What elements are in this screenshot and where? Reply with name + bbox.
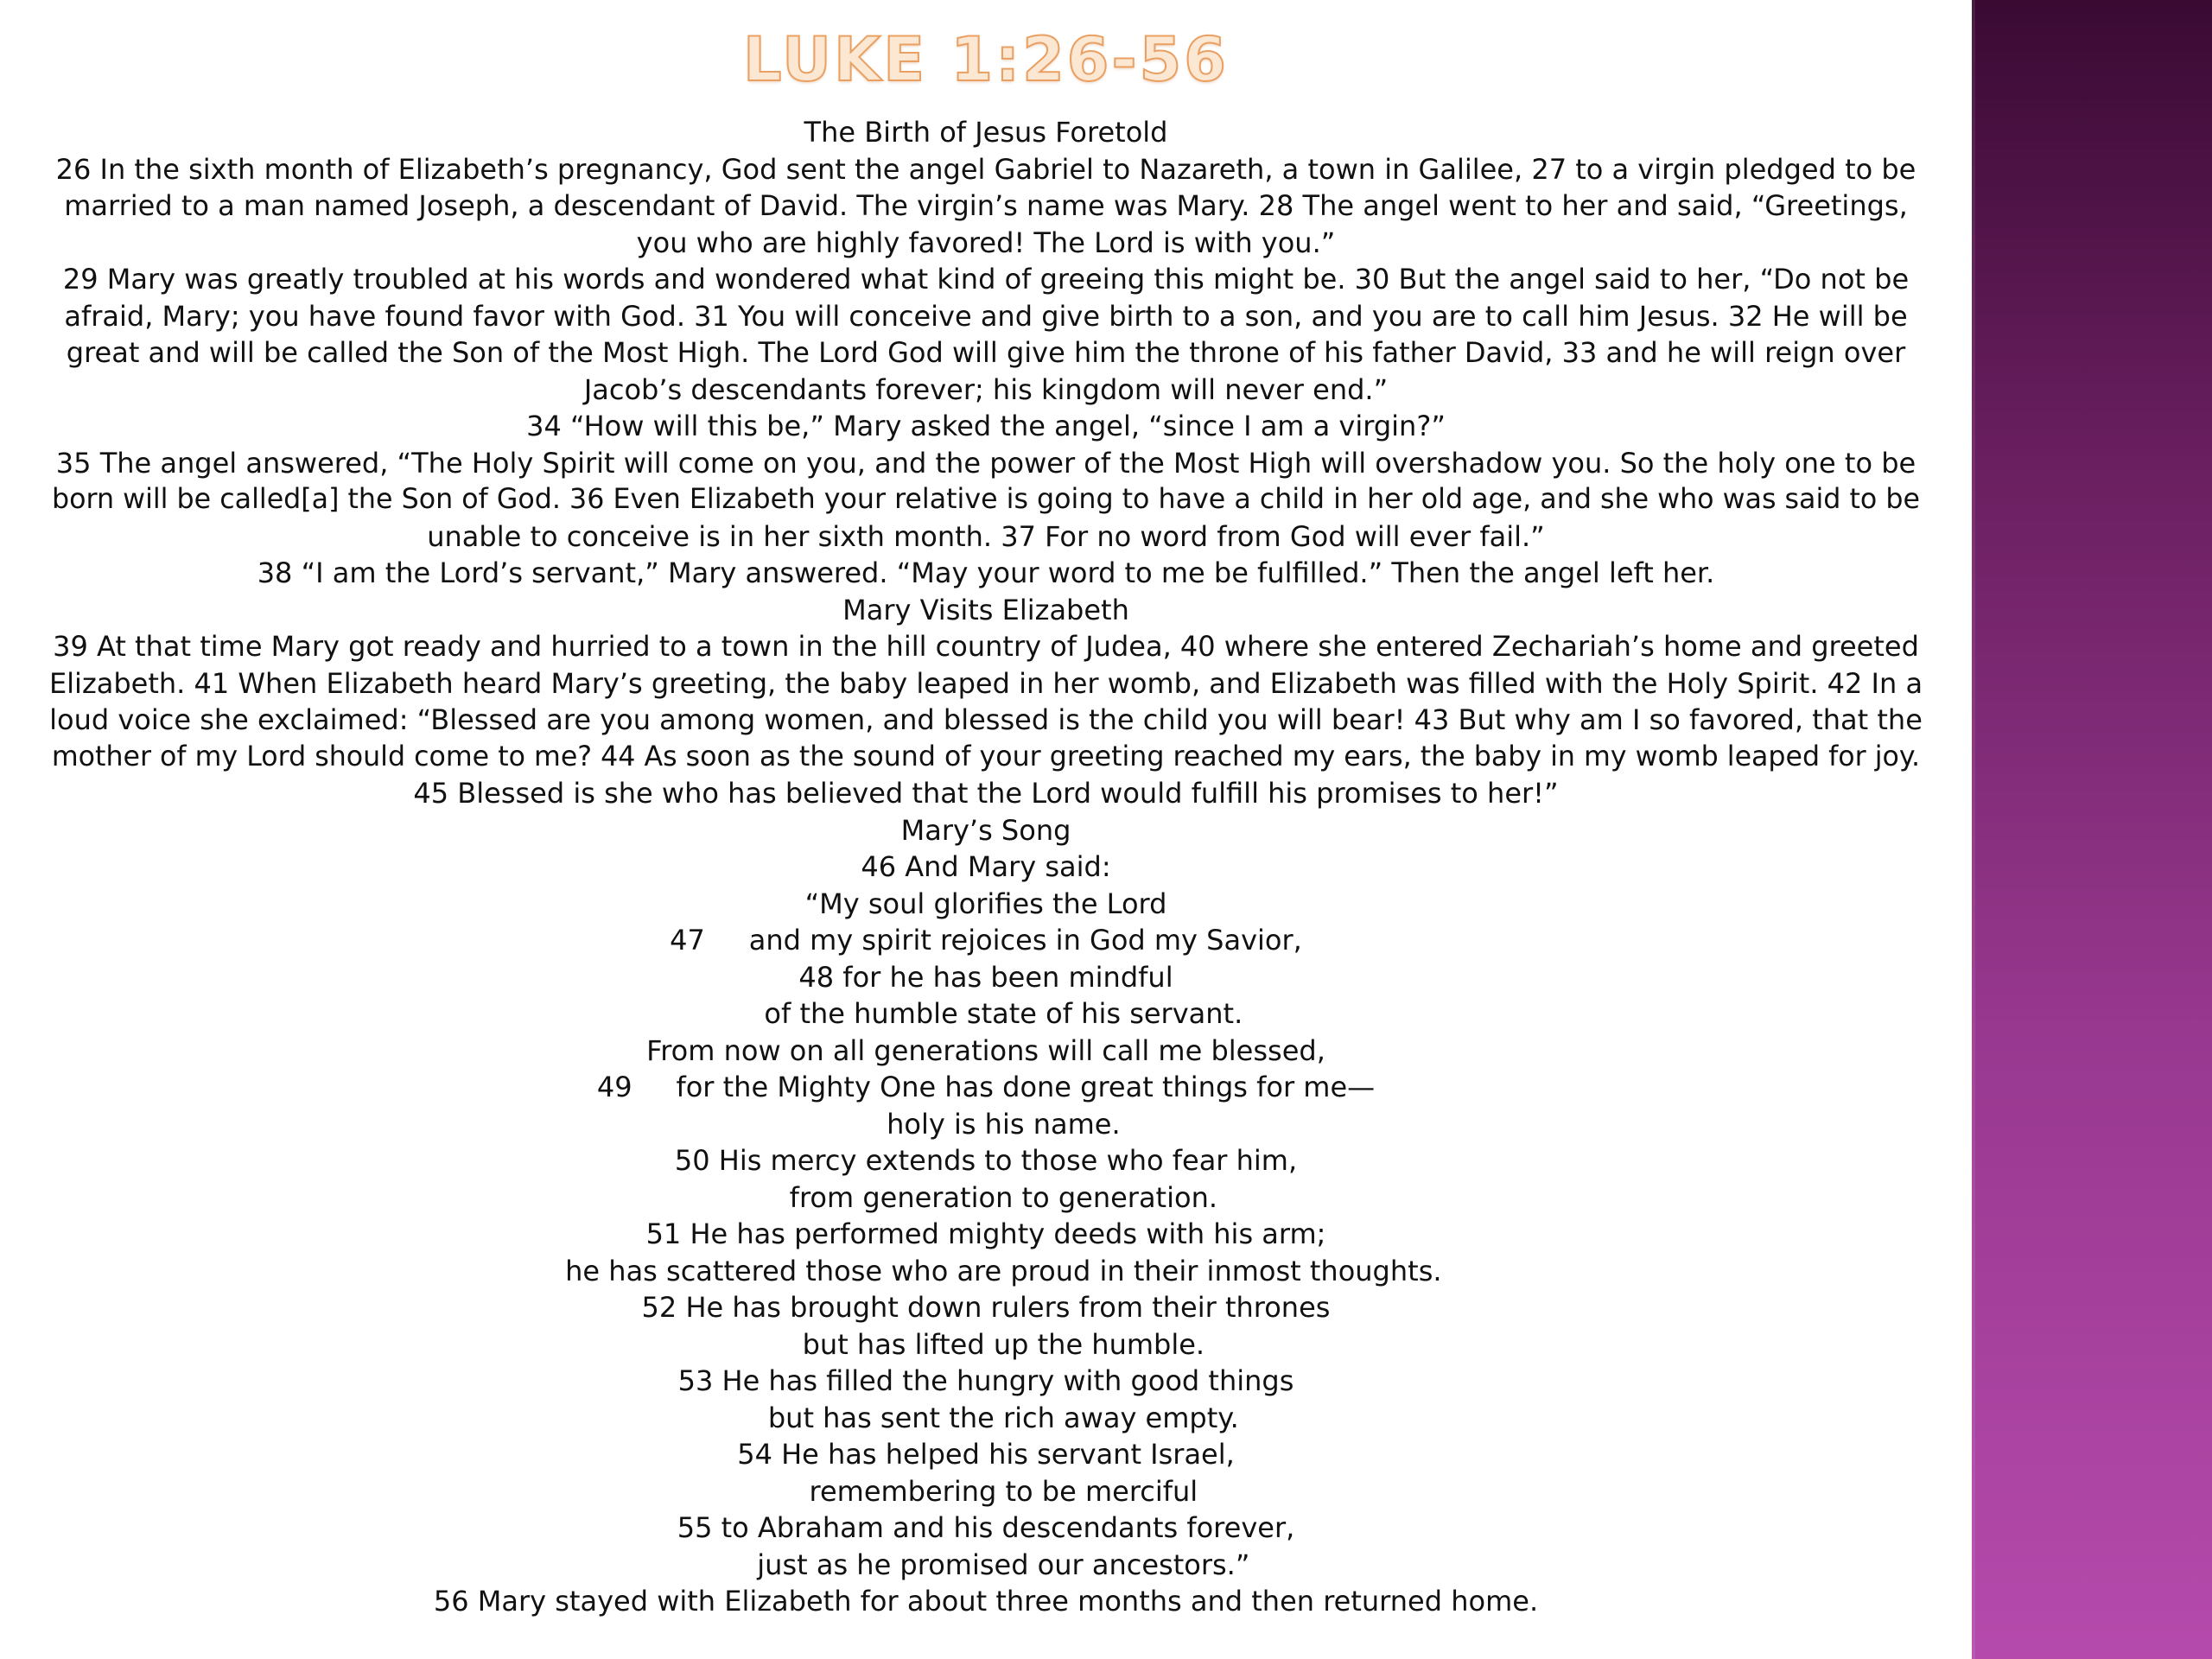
passage-line: 51 He has performed mighty deeds with his arm; — [645, 1217, 1326, 1250]
passage-line: 49 for the Mighty One has done great things for me— — [596, 1071, 1376, 1103]
passage-line: From now on all generations will call me blessed, — [646, 1033, 1325, 1067]
passage-line: 54 He has helped his servant Israel, — [737, 1438, 1235, 1471]
passage-line: married to a man named Joseph, a descendant of David. The virgin’s name was Mary. 28 The angel went to her and said, “Greetings, — [64, 189, 1908, 222]
passage-line: unable to conceive is in her sixth month. 37 For no word from God will ever fail.” — [427, 519, 1545, 553]
decorative-side-panel — [1972, 0, 2212, 1659]
passage-line: 53 He has filled the hungry with good things — [677, 1364, 1294, 1397]
passage-line: you who are highly favored! The Lord is with you.” — [636, 226, 1336, 259]
passage-line: 48 for he has been mindful — [798, 960, 1173, 994]
passage-line: born will be called[a] the Son of God. 36 Even Elizabeth your relative is going to have a child in her old age, and she who was said to be — [52, 484, 1920, 515]
passage-line: just as he promised our ancestors.” — [721, 1548, 1250, 1581]
passage-line: 34 “How will this be,” Mary asked the angel, “since I am a virgin?” — [526, 410, 1446, 442]
passage-line: remembering to be merciful — [773, 1474, 1198, 1508]
passage-line: but has lifted up the humble. — [766, 1327, 1205, 1361]
passage-line: 52 He has brought down rulers from their thrones — [641, 1291, 1331, 1324]
passage-line: loud voice she exclaimed: “Blessed are you among women, and blessed is the child you will bear! 43 But why am I so favored, that the — [49, 703, 1923, 736]
passage-line: 29 Mary was greatly troubled at his words and wondered what kind of greeing this might be. 30 But the angel said to her, “Do not be — [62, 263, 1910, 296]
passage-line: 39 At that time Mary got ready and hurried to a town in the hill country of Judea, 40 where she entered Zechariah’s home and greeted — [53, 630, 1919, 663]
passage-line: 55 to Abraham and his descendants forever, — [677, 1511, 1295, 1544]
passage-line: Mary Visits Elizabeth — [842, 593, 1129, 626]
passage-line: “My soul glorifies the Lord — [804, 887, 1167, 920]
passage-line: from generation to generation. — [753, 1180, 1218, 1214]
passage-line: great and will be called the Son of the Most High. The Lord God will give him the throne of his father David, 33 and he will reign over — [66, 336, 1906, 369]
passage-line: Jacob’s descendants forever; his kingdom will never end.” — [583, 372, 1389, 406]
passage-line: 38 “I am the Lord’s servant,” Mary answered. “May your word to me be fulfilled.” Then the angel left her. — [257, 556, 1715, 589]
passage-line: holy is his name. — [851, 1107, 1121, 1141]
passage-line: 50 His mercy extends to those who fear him, — [674, 1144, 1298, 1177]
passage-line: 46 And Mary said: — [861, 850, 1111, 883]
passage-line: of the humble state of his servant. — [728, 997, 1243, 1030]
passage-line: 56 Mary stayed with Elizabeth for about three months and then returned home. — [433, 1585, 1539, 1618]
scripture-passage — [47, 114, 1925, 1620]
passage-line: mother of my Lord should come to me? 44 As soon as the sound of your greeting reached my ears, the baby in my womb leaped for joy. — [51, 741, 1921, 772]
passage-line: he has scattered those who are proud in their inmost thoughts. — [530, 1254, 1442, 1287]
passage-line: The Birth of Jesus Foretold — [804, 116, 1168, 149]
passage-line: 26 In the sixth month of Elizabeth’s pregnancy, God sent the angel Gabriel to Nazareth, a town in Galilee, 27 to a virgin pledged to be — [55, 152, 1916, 186]
passage-line: 45 Blessed is she who has believed that the Lord would fulfill his promises to her!” — [413, 777, 1559, 810]
passage-line: Mary’s Song — [900, 813, 1071, 847]
passage-line: 35 The angel answered, “The Holy Spirit will come on you, and the power of the Most High will overshadow you. So the holy one to be — [55, 446, 1916, 480]
passage-line: afraid, Mary; you have found favor with God. 31 You will conceive and give birth to a son, and you are to call him Jesus. 32 He will be — [64, 299, 1908, 333]
passage-line: Elizabeth. 41 When Elizabeth heard Mary’s greeting, the baby leaped in her womb, and Elizabeth was filled with the Holy Spirit. 42 In a — [48, 666, 1923, 700]
passage-line: but has sent the rich away empty. — [733, 1401, 1239, 1434]
passage-line: 47 and my spirit rejoices in God my Savior, — [670, 924, 1302, 957]
slide-title: LUKE 1:26-56 — [743, 24, 1229, 95]
